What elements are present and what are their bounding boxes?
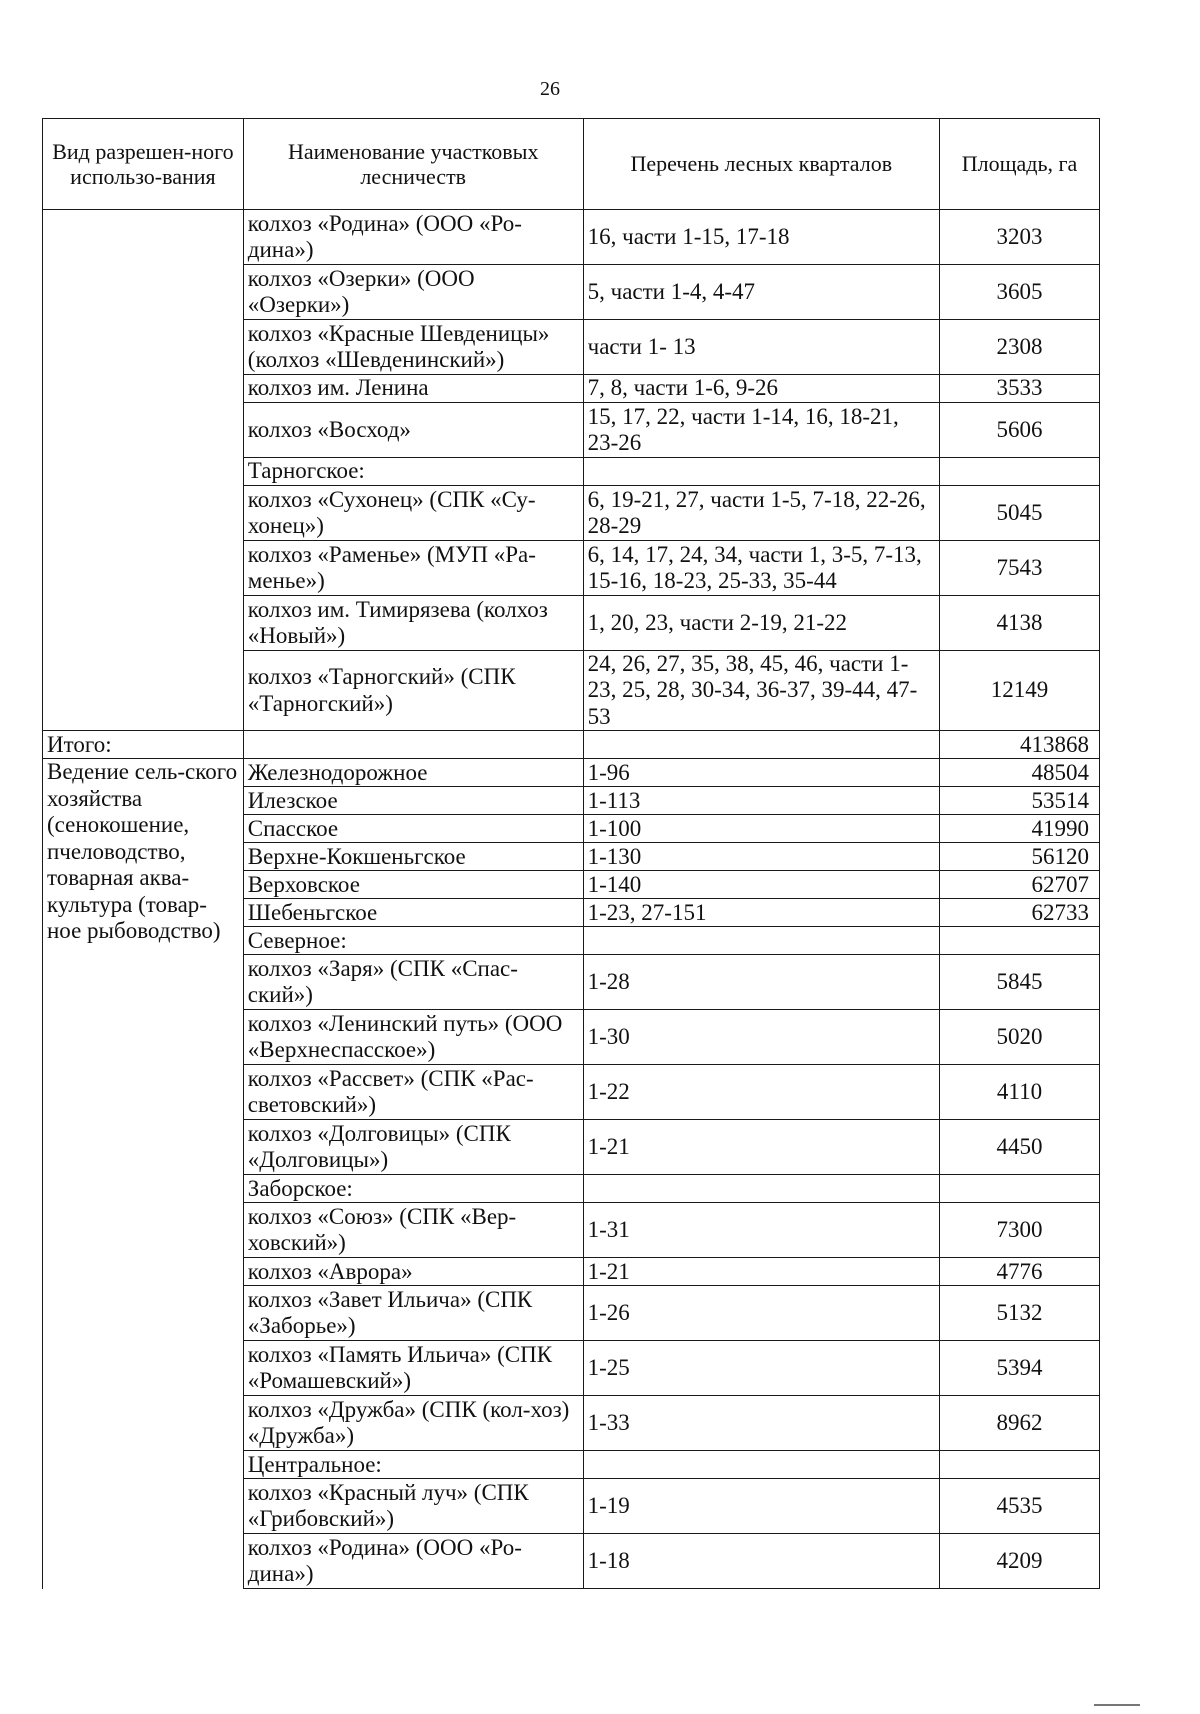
area-cell: 4110 xyxy=(940,1065,1100,1120)
quarters-cell: 16, части 1-15, 17-18 xyxy=(583,210,939,265)
area-cell: 8962 xyxy=(940,1396,1100,1451)
quarters-cell: 6, 19-21, 27, части 1-5, 7-18, 22-26, 28-29 xyxy=(583,486,939,541)
quarters-cell: 1-28 xyxy=(583,955,939,1010)
table-row xyxy=(43,759,1100,787)
use-type-agriculture: Ведение сель-ского хозяйства (сенокошение, пчеловодство, товарная аква-культура (товар-ное рыбоводство) xyxy=(43,759,244,1589)
page-number: 26 xyxy=(540,78,560,100)
forestry-cell: Верховское xyxy=(243,871,583,899)
total-row xyxy=(43,731,1100,759)
quarters-cell xyxy=(583,458,939,486)
quarters-cell: 24, 26, 27, 35, 38, 45, 46, части 1-23, 25, 28, 30-34, 36-37, 39-44, 47-53 xyxy=(583,651,939,731)
forestry-cell: колхоз «Союз» (СПК «Вер-ховский») xyxy=(243,1203,583,1258)
forestry-cell xyxy=(243,731,583,759)
forestry-cell: колхоз «Родина» (ООО «Ро-дина») xyxy=(243,1534,583,1589)
area-cell: 5020 xyxy=(940,1010,1100,1065)
forestry-cell: колхоз «Память Ильича» (СПК «Ромашевский») xyxy=(243,1341,583,1396)
quarters-cell: 1-96 xyxy=(583,759,939,787)
forestry-cell: колхоз «Родина» (ООО «Ро-дина») xyxy=(243,210,583,265)
forestry-cell: колхоз «Рассвет» (СПК «Рас-световский») xyxy=(243,1065,583,1120)
forestry-group-cell: Центральное: xyxy=(243,1451,583,1479)
forestry-cell: колхоз «Красные Шевденицы» (колхоз «Шевденинский») xyxy=(243,320,583,375)
area-cell: 41990 xyxy=(940,815,1100,843)
area-cell: 4776 xyxy=(940,1258,1100,1286)
quarters-cell: 1-23, 27-151 xyxy=(583,899,939,927)
quarters-cell: 5, части 1-4, 4-47 xyxy=(583,265,939,320)
forestry-cell: колхоз «Озерки» (ООО «Озерки») xyxy=(243,265,583,320)
total-label: Итого: xyxy=(43,731,244,759)
area-cell: 4209 xyxy=(940,1534,1100,1589)
quarters-cell: 1-21 xyxy=(583,1120,939,1175)
quarters-cell: 7, 8, части 1-6, 9-26 xyxy=(583,375,939,403)
area-cell: 4450 xyxy=(940,1120,1100,1175)
quarters-cell xyxy=(583,1451,939,1479)
area-cell: 7543 xyxy=(940,541,1100,596)
area-cell: 56120 xyxy=(940,843,1100,871)
forestry-cell: Шебеньгское xyxy=(243,899,583,927)
forestry-cell: колхоз «Завет Ильича» (СПК «Заборье») xyxy=(243,1286,583,1341)
scan-mark xyxy=(1094,1704,1140,1710)
area-cell: 5845 xyxy=(940,955,1100,1010)
quarters-cell: 1-21 xyxy=(583,1258,939,1286)
header-use-type: Вид разрешен-ного использо-вания xyxy=(43,119,244,210)
area-cell: 2308 xyxy=(940,320,1100,375)
area-cell: 3605 xyxy=(940,265,1100,320)
quarters-cell xyxy=(583,1175,939,1203)
quarters-cell: 1-100 xyxy=(583,815,939,843)
quarters-cell: 1-113 xyxy=(583,787,939,815)
quarters-cell: 1, 20, 23, части 2-19, 21-22 xyxy=(583,596,939,651)
forestry-cell: колхоз им. Тимирязева (колхоз «Новый») xyxy=(243,596,583,651)
forestry-cell: колхоз «Тарногский» (СПК «Тарногский») xyxy=(243,651,583,731)
quarters-cell: 15, 17, 22, части 1-14, 16, 18-21, 23-26 xyxy=(583,403,939,458)
forestry-cell: колхоз «Красный луч» (СПК «Грибовский») xyxy=(243,1479,583,1534)
quarters-cell: 6, 14, 17, 24, 34, части 1, 3-5, 7-13, 15-16, 18-23, 25-33, 35-44 xyxy=(583,541,939,596)
quarters-cell: 1-33 xyxy=(583,1396,939,1451)
forestry-cell: Железнодорожное xyxy=(243,759,583,787)
forestry-table xyxy=(42,118,1100,1589)
area-cell: 7300 xyxy=(940,1203,1100,1258)
forestry-group-cell: Заборское: xyxy=(243,1175,583,1203)
area-cell xyxy=(940,927,1100,955)
quarters-cell: 1-26 xyxy=(583,1286,939,1341)
quarters-cell: 1-18 xyxy=(583,1534,939,1589)
forestry-cell: колхоз «Заря» (СПК «Спас-ский») xyxy=(243,955,583,1010)
area-cell: 62733 xyxy=(940,899,1100,927)
quarters-cell: 1-130 xyxy=(583,843,939,871)
area-cell: 5132 xyxy=(940,1286,1100,1341)
quarters-cell: 1-30 xyxy=(583,1010,939,1065)
total-area: 413868 xyxy=(940,731,1100,759)
forestry-cell: колхоз «Аврора» xyxy=(243,1258,583,1286)
forestry-cell: колхоз «Дружба» (СПК (кол-хоз) «Дружба») xyxy=(243,1396,583,1451)
area-cell: 48504 xyxy=(940,759,1100,787)
area-cell: 5394 xyxy=(940,1341,1100,1396)
forestry-cell: колхоз «Сухонец» (СПК «Су-хонец») xyxy=(243,486,583,541)
quarters-cell xyxy=(583,731,939,759)
forestry-cell: колхоз «Долговицы» (СПК «Долговицы») xyxy=(243,1120,583,1175)
quarters-cell: 1-19 xyxy=(583,1479,939,1534)
area-cell xyxy=(940,458,1100,486)
forestry-cell: Верхне-Кокшеньгское xyxy=(243,843,583,871)
header-area: Площадь, га xyxy=(940,119,1100,210)
quarters-cell: части 1- 13 xyxy=(583,320,939,375)
forestry-group-cell: Тарногское: xyxy=(243,458,583,486)
forestry-cell: колхоз «Раменье» (МУП «Ра-менье») xyxy=(243,541,583,596)
quarters-cell: 1-22 xyxy=(583,1065,939,1120)
area-cell xyxy=(940,1451,1100,1479)
forestry-group-cell: Северное: xyxy=(243,927,583,955)
forestry-cell: Илезское xyxy=(243,787,583,815)
forestry-cell: колхоз им. Ленина xyxy=(243,375,583,403)
area-cell: 3533 xyxy=(940,375,1100,403)
table-row xyxy=(43,210,1100,265)
quarters-cell: 1-31 xyxy=(583,1203,939,1258)
forestry-cell: Спасское xyxy=(243,815,583,843)
area-cell: 4138 xyxy=(940,596,1100,651)
header-forestry: Наименование участковых лесничеств xyxy=(243,119,583,210)
area-cell: 53514 xyxy=(940,787,1100,815)
area-cell xyxy=(940,1175,1100,1203)
area-cell: 4535 xyxy=(940,1479,1100,1534)
forestry-cell: колхоз «Ленинский путь» (ООО «Верхнеспасское») xyxy=(243,1010,583,1065)
use-type-cell-empty xyxy=(43,210,244,731)
area-cell: 5045 xyxy=(940,486,1100,541)
header-quarters: Перечень лесных кварталов xyxy=(583,119,939,210)
area-cell: 12149 xyxy=(940,651,1100,731)
table-header-row xyxy=(43,119,1100,210)
forestry-cell: колхоз «Восход» xyxy=(243,403,583,458)
area-cell: 62707 xyxy=(940,871,1100,899)
quarters-cell xyxy=(583,927,939,955)
quarters-cell: 1-25 xyxy=(583,1341,939,1396)
quarters-cell: 1-140 xyxy=(583,871,939,899)
area-cell: 3203 xyxy=(940,210,1100,265)
area-cell: 5606 xyxy=(940,403,1100,458)
